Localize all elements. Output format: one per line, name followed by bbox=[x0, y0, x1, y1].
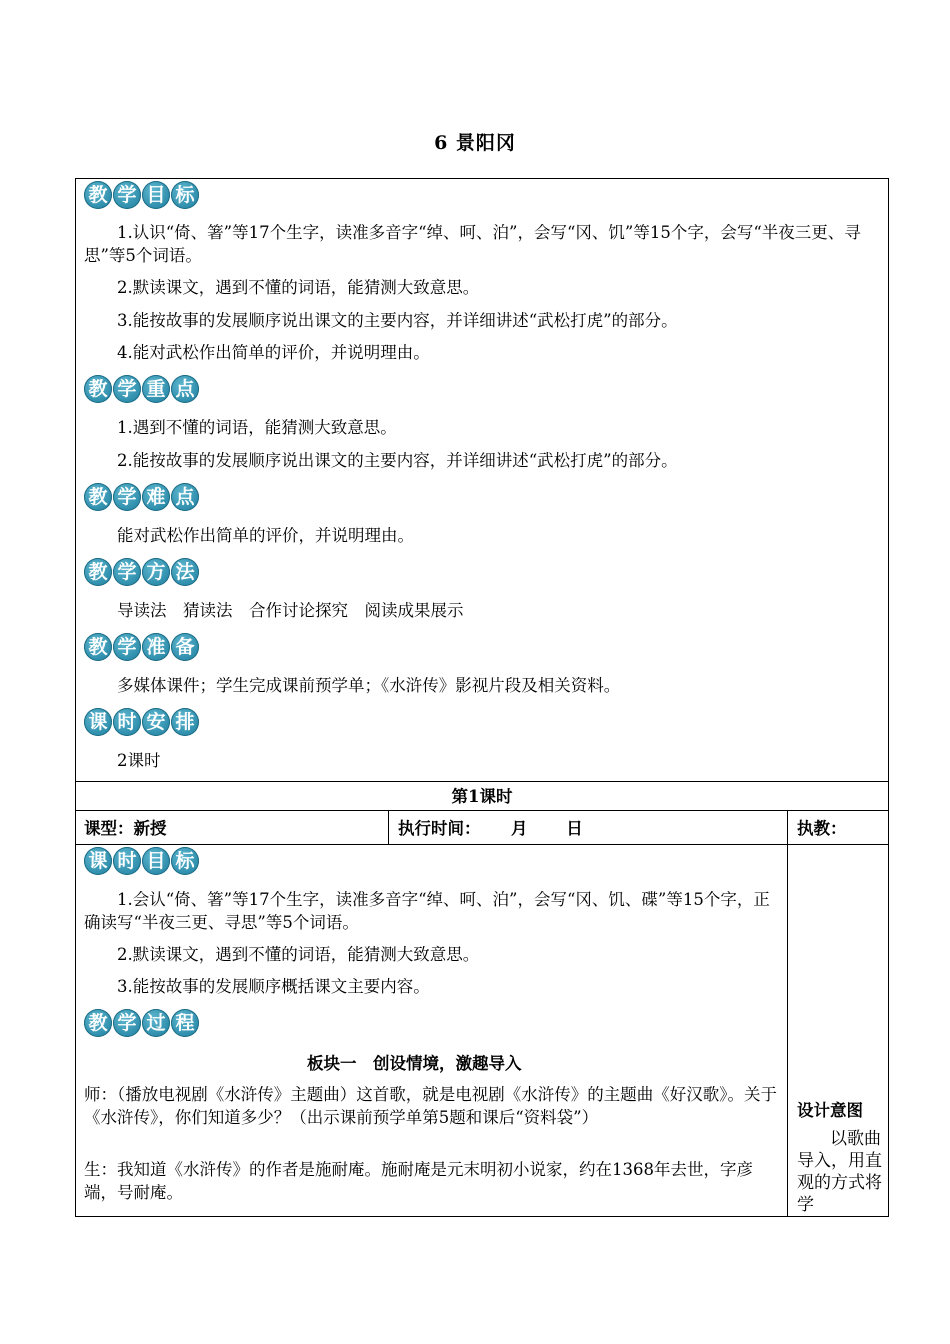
badge-char: 点 bbox=[171, 483, 199, 511]
section1-title: 板块一 创设情境，激趣导入 bbox=[307, 1054, 522, 1073]
badge-char: 教 bbox=[84, 181, 112, 209]
divider bbox=[388, 810, 389, 844]
teacher-label: 执教： bbox=[797, 819, 847, 838]
badge-char: 排 bbox=[171, 708, 199, 736]
schedule-text: 2课时 bbox=[117, 751, 161, 770]
divider bbox=[75, 844, 889, 845]
badge-char: 难 bbox=[142, 483, 170, 511]
teacher-line: 师：（播放电视剧《水浒传》主题曲）这首歌，就是电视剧《水浒传》的主题曲《好汉歌》。关于《水浒传》，你们知道多少？（出示课前预学单第5题和课后“资料袋”） bbox=[84, 1085, 777, 1127]
badge-methods bbox=[84, 558, 199, 588]
badge-schedule bbox=[84, 708, 199, 738]
badge-char: 学 bbox=[113, 558, 141, 586]
methods-text: 导读法 猜读法 合作讨论探究 阅读成果展示 bbox=[117, 601, 464, 620]
badge-key-points bbox=[84, 375, 199, 405]
goal-1: 1.认识“倚、箸”等17个生字，读准多音字“绰、呵、泊”，会写“冈、饥”等15个字，会写“半夜三更、寻思”等5个词语。 bbox=[84, 223, 861, 265]
badge-char: 教 bbox=[84, 375, 112, 403]
student-line: 生：我知道《水浒传》的作者是施耐庵。施耐庵是元末明初小说家，约在1368年去世，字彦端，号耐庵。 bbox=[84, 1160, 753, 1202]
lesson-goal-2: 2.默读课文，遇到不懂的词语，能猜测大致意思。 bbox=[117, 945, 480, 964]
design-intent-text: 以歌曲导入，用直观的方式将学 bbox=[797, 1129, 882, 1215]
design-intent-title: 设计意图 bbox=[797, 1101, 863, 1120]
badge-char: 目 bbox=[142, 847, 170, 875]
difficulty-text: 能对武松作出简单的评价，并说明理由。 bbox=[117, 526, 414, 545]
goal-3: 3.能按故事的发展顺序说出课文的主要内容，并详细讲述“武松打虎”的部分。 bbox=[117, 311, 678, 330]
lesson-goal-1: 1.会认“倚、箸”等17个生字，读准多音字“绰、呵、泊”，会写“冈、饥、碟”等15个字，正确读写“半夜三更、寻思”等5个词语。 bbox=[84, 890, 770, 932]
badge-char: 准 bbox=[142, 633, 170, 661]
divider bbox=[75, 810, 889, 811]
badge-process bbox=[84, 1009, 199, 1039]
execution-time: 执行时间： 月 日 bbox=[398, 819, 583, 838]
badge-char: 教 bbox=[84, 1009, 112, 1037]
badge-char: 过 bbox=[142, 1009, 170, 1037]
badge-char: 安 bbox=[142, 708, 170, 736]
badge-char: 标 bbox=[171, 181, 199, 209]
badge-teaching-goals bbox=[84, 181, 199, 211]
badge-char: 点 bbox=[171, 375, 199, 403]
badge-char: 课 bbox=[84, 847, 112, 875]
badge-char: 教 bbox=[84, 483, 112, 511]
key-point-2: 2.能按故事的发展顺序说出课文的主要内容，并详细讲述“武松打虎”的部分。 bbox=[117, 451, 678, 470]
badge-char: 时 bbox=[113, 708, 141, 736]
badge-char: 备 bbox=[171, 633, 199, 661]
badge-lesson-goals bbox=[84, 847, 199, 877]
badge-char: 时 bbox=[113, 847, 141, 875]
divider bbox=[787, 810, 788, 1217]
badge-char: 目 bbox=[142, 181, 170, 209]
goal-2: 2.默读课文，遇到不懂的词语，能猜测大致意思。 bbox=[117, 278, 480, 297]
badge-char: 标 bbox=[171, 847, 199, 875]
badge-char: 学 bbox=[113, 181, 141, 209]
preparation-text: 多媒体课件；学生完成课前预学单；《水浒传》影视片段及相关资料。 bbox=[117, 676, 621, 695]
badge-char: 方 bbox=[142, 558, 170, 586]
badge-preparation bbox=[84, 633, 199, 663]
badge-char: 教 bbox=[84, 558, 112, 586]
goal-4: 4.能对武松作出简单的评价，并说明理由。 bbox=[117, 343, 430, 362]
badge-char: 教 bbox=[84, 633, 112, 661]
lesson-goal-3: 3.能按故事的发展顺序概括课文主要内容。 bbox=[117, 977, 430, 996]
badge-char: 课 bbox=[84, 708, 112, 736]
lesson-type: 课型：新授 bbox=[84, 819, 167, 838]
key-point-1: 1.遇到不懂的词语，能猜测大致意思。 bbox=[117, 418, 397, 437]
badge-char: 学 bbox=[113, 483, 141, 511]
badge-char: 程 bbox=[171, 1009, 199, 1037]
badge-char: 学 bbox=[113, 1009, 141, 1037]
badge-char: 重 bbox=[142, 375, 170, 403]
page-title: 6 景阳冈 bbox=[434, 132, 516, 154]
lesson1-header: 第1课时 bbox=[451, 787, 513, 806]
badge-difficulty bbox=[84, 483, 199, 513]
badge-char: 学 bbox=[113, 633, 141, 661]
badge-char: 法 bbox=[171, 558, 199, 586]
badge-char: 学 bbox=[113, 375, 141, 403]
